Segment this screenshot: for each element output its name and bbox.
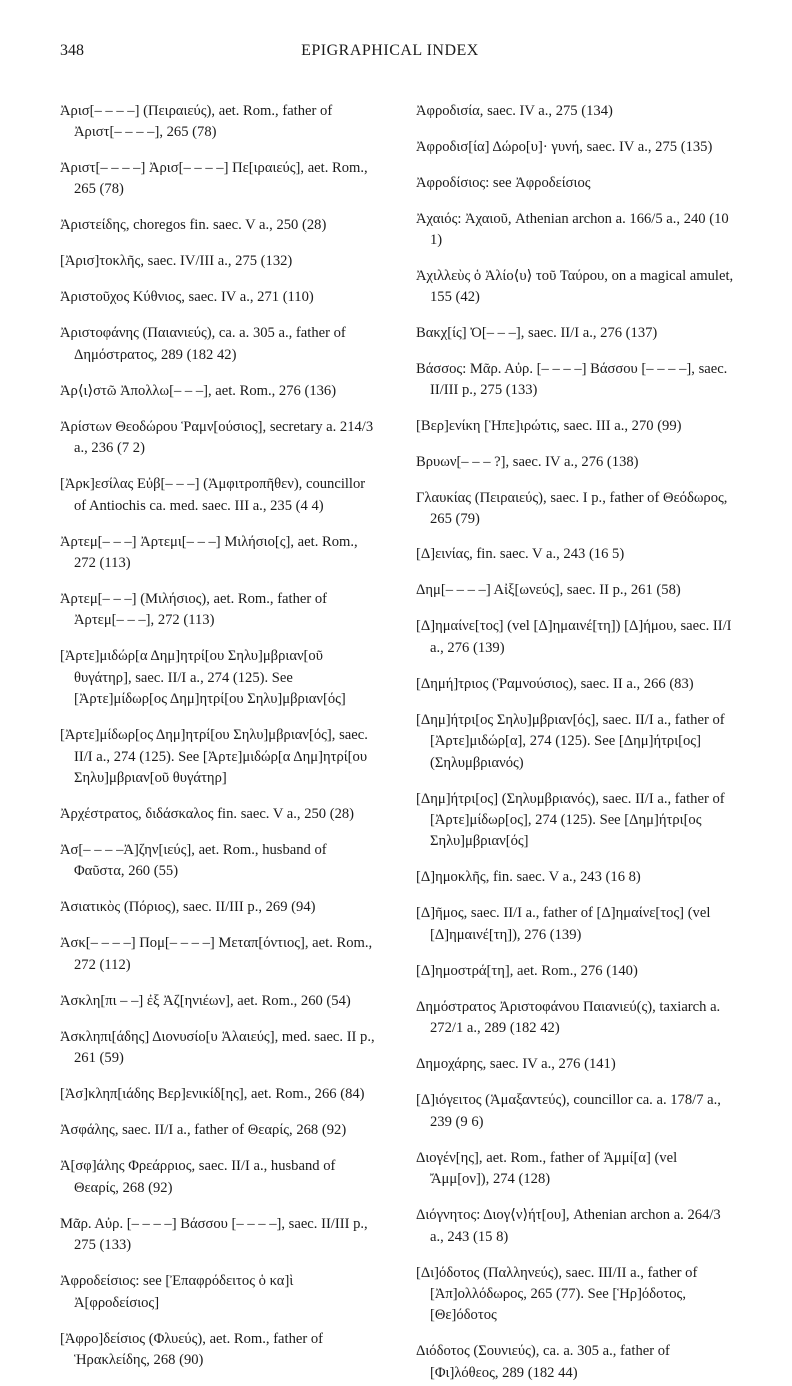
index-entry: Βρυων[– – – ?], saec. IV a., 276 (138): [416, 454, 639, 471]
index-entry: Ἀριστοφάνης (Παιανιεύς), ca. a. 305 a., father of Δημόστρατος, 289 (182 42): [60, 325, 346, 363]
running-title: EPIGRAPHICAL INDEX: [301, 42, 479, 59]
index-entry: Ἀφροδίσιος: see Ἀφροδείσιος: [416, 174, 591, 191]
index-entry: Ἀ[σφ]άλης Φρεάρριος, saec. II/I a., husband of Θεαρίς, 268 (92): [60, 1158, 336, 1196]
right-column: [416, 86, 736, 1386]
index-entry: Ἀχιλλεὺς ὁ Ἀλίο⟨υ⟩ τοῦ Ταύρου, on a magical amulet, 155 (42): [416, 268, 734, 306]
index-entry: [Ἀρκ]εσίλας Εὐβ[– – –] (Ἀμφιτροπῆθεν), councillor of Antiochis ca. med. saec. III a., 235 (4 4): [60, 476, 366, 514]
index-entry: [Δι]όδοτος (Παλληνεύς), saec. III/II a., father of [Ἀπ]ολλόδωρος, 265 (77). See [Ἡρ]όδοτος, [Θε]όδοτος: [416, 1264, 698, 1324]
index-entry: Ἀρισ[– – – –] (Πειραιεύς), aet. Rom., father of Ἀριστ[– – – –], 265 (78): [60, 102, 333, 140]
index-entry: Ἀφροδείσιος: see [Ἐπαφρόδειτος ὁ κα]ὶ Ἀ[φροδείσιος]: [60, 1273, 294, 1311]
index-entry: [Δ]ημαίνε[τος] (vel [Δ]ημαινέ[τη]) [Δ]ήμου, saec. II/I a., 276 (139): [416, 618, 732, 656]
index-entry: [Δημ]ήτρι[ος] (Σηλυμβριανός), saec. II/I a., father of [Ἀρτε]μίδωρ[ος], 274 (125). See [Δημ]ήτρι[ος Σηλυ]μβριαν[ός]: [416, 790, 725, 850]
index-entry: Δημ[– – – –] Αἰξ[ωνεύς], saec. II p., 261 (58): [416, 582, 681, 599]
index-entry: Δημόστρατος Ἀριστοφάνου Παιανιεύ(ς), taxiarch a. 272/1 a., 289 (182 42): [416, 998, 721, 1037]
left-column: [60, 86, 380, 1386]
index-entry: [Ἀρτε]μίδωρ[ος Δημ]ητρί[ου Σηλυ]μβριαν[ός], saec. II/I a., 274 (125). See [Ἀρτε]μιδώρ[α Δημ]ητρί[ου Σηλυ]μβριαν[οῦ θυγάτηρ]: [60, 727, 368, 787]
index-entry: Ἀσφάλης, saec. II/I a., father of Θεαρίς, 268 (92): [60, 1122, 347, 1139]
index-entry: [Δ]ημοστρά[τη], aet. Rom., 276 (140): [416, 962, 638, 979]
index-entry: [Δ]ιόγειτος (Ἁμαξαντεύς), councillor ca. a. 178/7 a., 239 (9 6): [416, 1092, 721, 1130]
index-entry: Διόγνητος: Διογ⟨ν⟩ήτ[ου], Athenian archon a. 264/3 a., 243 (15 8): [416, 1207, 721, 1245]
index-entry: [Ἀρτε]μιδώρ[α Δημ]ητρί[ου Σηλυ]μβριαν[οῦ θυγάτηρ], saec. II/I a., 274 (125). See [Ἀρτε]μίδωρ[ος Δημ]ητρί[ου Σηλυ]μβριαν[ός]: [60, 648, 346, 708]
index-entry: Ἀρτεμ[– – –] Ἀρτεμι[– – –] Μιλήσιο[ς], aet. Rom., 272 (113): [60, 533, 358, 572]
index-entry: Ἀφροδισ[ία] Δώρο[υ]· γυνή, saec. IV a., 275 (135): [416, 138, 713, 155]
index-entry: Διόδοτος (Σουνιεύς), ca. a. 305 a., father of [Φι]λόθεος, 289 (182 44): [416, 1343, 670, 1381]
index-entry: Ἀσ[– – – –Ἀ]ζην[ιεύς], aet. Rom., husband of Φαῦστα, 260 (55): [60, 842, 327, 880]
index-entry: Ἀφροδισία, saec. IV a., 275 (134): [416, 102, 613, 119]
index-entry: [Δ]ημοκλῆς, fin. saec. V a., 243 (16 8): [416, 869, 641, 886]
index-entry: Ἀσκλη[πι – –] ἐξ Ἀζ[ηνιέων], aet. Rom., 260 (54): [60, 992, 351, 1009]
index-entry: Βάσσος: Μᾶρ. Αὐρ. [– – – –] Βάσσου [– – – –], saec. II/III p., 275 (133): [416, 360, 728, 399]
index-entry: Ἀσκ[– – – –] Πομ[– – – –] Μεταπ[όντιος], aet. Rom., 272 (112): [60, 935, 373, 973]
page-number: 348: [60, 42, 84, 59]
index-entry: Γλαυκίας (Πειραιεύς), saec. I p., father of Θεόδωρος, 265 (79): [416, 489, 728, 528]
index-entry: Ἀσιατικὸς (Πόριος), saec. II/III p., 269 (94): [60, 899, 316, 916]
index-entry: Ἀχαιός: Ἀχαιοῦ, Athenian archon a. 166/5 a., 240 (10 1): [416, 210, 729, 248]
index-entry: [Δημή]τριος (Ῥαμνούσιος), saec. II a., 266 (83): [416, 675, 694, 692]
index-entry: [Δημ]ήτρι[ος Σηλυ]μβριαν[ός], saec. II/I a., father of [Ἀρτε]μιδώρ[α], 274 (125). See [Δημ]ήτρι[ος] (Σηλυμβριανός): [416, 711, 725, 771]
index-entry: Ἀσκληπι[άδης] Διονυσίο[υ Ἁλαιεύς], med. saec. II p., 261 (59): [60, 1028, 375, 1067]
index-entry: [Βερ]ενίκη [Ἡπε]ιρώτις, saec. III a., 270 (99): [416, 418, 682, 435]
index-entry: Ἀρτεμ[– – –] (Μιλήσιος), aet. Rom., father of Ἀρτεμ[– – –], 272 (113): [60, 591, 328, 629]
index-entry: Ἀριστοῦχος Κύθνιος, saec. IV a., 271 (110): [60, 289, 314, 306]
index-entry: Ἀρίστων Θεοδώρου Ῥαμν[ούσιος], secretary a. 214/3 a., 236 (7 2): [60, 418, 374, 457]
index-entry: Βακχ[ίς] Ὀ[– – –], saec. II/I a., 276 (137): [416, 324, 658, 341]
index-entry: Διογέν[ης], aet. Rom., father of Ἀμμί[α] (vel Ἄμμ[ον]), 274 (128): [416, 1149, 678, 1188]
index-entry: [Δ]εινίας, fin. saec. V a., 243 (16 5): [416, 546, 625, 563]
index-entry: Ἀριστείδης, choregos fin. saec. V a., 250 (28): [60, 217, 327, 234]
index-entry: [Ἀσ]κληπ[ιάδης Βερ]ενικίδ[ης], aet. Rom., 266 (84): [60, 1086, 365, 1103]
index-entry: Μᾶρ. Αὐρ. [– – – –] Βάσσου [– – – –], saec. II/III p., 275 (133): [60, 1215, 368, 1254]
index-columns: [60, 86, 736, 1386]
page-header: [60, 42, 720, 72]
index-entry: Ἀρχέστρατος, διδάσκαλος fin. saec. V a., 250 (28): [60, 806, 355, 823]
index-entry: Ἀριστ[– – – –] Ἀρισ[– – – –] Πε[ιραιεύς], aet. Rom., 265 (78): [60, 160, 368, 198]
index-entry: Ἀρ⟨ι⟩στῶ Ἀπολλω[– – –], aet. Rom., 276 (136): [60, 382, 337, 399]
index-entry: [Ἀφρο]δείσιος (Φλυεύς), aet. Rom., father of Ἡρακλείδης, 268 (90): [60, 1330, 324, 1368]
index-entry: [Ἀρισ]τοκλῆς, saec. IV/III a., 275 (132): [60, 253, 293, 270]
index-entry: [Δ]ῆμος, saec. II/I a., father of [Δ]ημαίνε[τος] (vel [Δ]ημαινέ[τη]), 276 (139): [416, 905, 711, 943]
index-entry: Δημοχάρης, saec. IV a., 276 (141): [416, 1056, 616, 1073]
